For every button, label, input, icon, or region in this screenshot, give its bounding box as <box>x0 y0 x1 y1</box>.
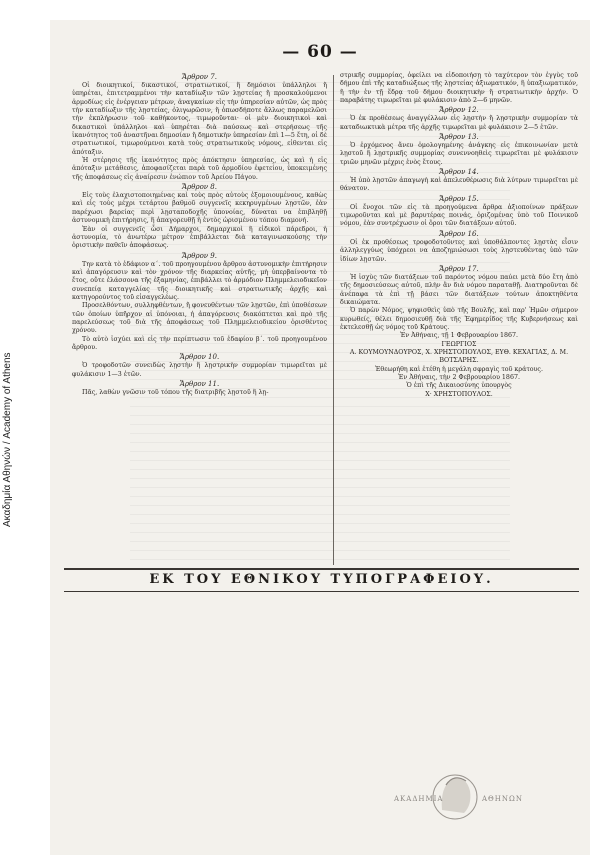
article-heading: Ἄρθρον 14. <box>439 168 479 177</box>
page-number: — 60 — <box>282 42 358 62</box>
article-heading: Ἄρθρον 12. <box>439 106 479 115</box>
article-heading: Ἄρθρον 16. <box>439 229 479 238</box>
paragraph: Ὁ ἐρχόμενος ἄνευ ὁμολογημένης ἀνάγκης εἰς ἐπικοινωνίαν μετὰ λῃστοῦ ἢ λῃστρικῆς συμμορίας συνεννοηθεὶς τιμωρεῖται μὲ φυλάκισιν τριῶν μηνῶν μέχρις ἑνὸς ἔτους. <box>340 142 578 166</box>
paragraph: Ἐὰν οἱ συγγενεῖς ὦσι Δήμαρχοι, δημαρχικοὶ ἢ εἰδικοὶ πάρεδροι, ἡ ἀστυνομία, τὸ ἀνωτέρω μέτρον ἐπιβάλλεται διὰ καταγινωσκούσης τὴν ὁριστικὴν παθεῖν ἀποφάσεως. <box>72 225 327 250</box>
signature-line: Ἐν Ἀθήναις, τὴν 2 Φεβρουαρίου 1867. <box>398 373 520 381</box>
article-heading: Ἄρθρον 17. <box>439 264 479 273</box>
footer-rule-top <box>64 568 579 570</box>
article-heading: Ἄρθρον 10. <box>179 353 220 362</box>
academy-stamp <box>390 765 523 840</box>
article-heading: Ἄρθρον 9. <box>182 251 217 260</box>
left-column <box>72 72 327 397</box>
paragraph: Οἱ ἐκ προθέσεως τροφοδοτοῦντες καὶ ὑποθάλποντες λῃστὰς εἶσιν ἀλληλεγγύως ὑπόχρεοι να ἀποζημιώσωσι τοὺς λῃστευθέντας ὑπὸ τῶν ἰδίων λῃστῶν. <box>340 238 578 263</box>
footer-rule-bottom <box>64 591 579 592</box>
paragraph: Προσελθόντων, συλληφθέντων, ἢ φονευθέντων τῶν λῃστῶν, ἐπὶ ὑποθέσεων τῶν ὁποίων ὑπῆρχον αἱ ὑπόνοιαι, ἡ ἀπαγόρευσις διακόπτεται καὶ πρὸ τῆς παρελεύσεως τοῦ διὰ τῆς ἀποφάσεως τοῦ Πλημμελειοδικείου ὁρισθέντος χρόνου. <box>72 302 327 335</box>
paragraph: Εἰς τοὺς ἐλαχιστοποιημένας καὶ τοὺς πρὸς αὐτοὺς ἐξομοιουμένους, καθὼς καὶ εἰς τοὺς μέχρι τετάρτου βαθμοῦ συγγενεῖς κεκηρυγμένων λῃστῶν, ἐὰν παρέχωσι βαρείας περὶ λῃσταποδοχῆς ὑπονοίας, δύναται να ἐπιβληθῇ ἀστυνομικὴ ἐπιτήρησις, ἢ ἀπαγορευθῇ ἡ ἐντὸς ὡρισμένου τόπου διαμονή. <box>72 192 327 225</box>
paragraph: Ὁ παρὼν Νόμος, ψηφισθεὶς ὑπὸ τῆς Βουλῆς, καὶ παρ' Ἡμῶν σήμερον κυρωθείς, θέλει δημοσιευθῇ διὰ τῆς Ἐφημερίδος τῆς Κυβερνήσεως καὶ ἐκτελεσθῇ ὡς νόμος τοῦ Κράτους. <box>340 307 578 331</box>
signature-line: Α. ΚΟΥΜΟΥΝΔΟΥΡΟΣ, Χ. ΧΡΗΣΤΟΠΟΥΛΟΣ, ΕΥΘ. ΚΕΧΑΓΙΑΣ, Δ. Μ. ΒΟΤΣΑΡΗΣ. <box>349 348 569 365</box>
paragraph: Οἱ ἔνοχοι τῶν εἰς τὰ προηγούμενα ἄρθρα ἀξιοποίνων πράξεων τιμωροῦνται καὶ μὲ βαρυτέρας ποινάς, ὁριζομένας ὑπὸ τοῦ Ποινικοῦ νόμου, ἐὰν συντρέχωσιν οἱ ὅροι τῶν διατάξεων αὐτοῦ. <box>340 203 578 228</box>
right-column <box>340 72 578 399</box>
article-heading: Ἄρθρον 8. <box>182 183 217 192</box>
signature-line: Χ· ΧΡΗΣΤΟΠΟΥΛΟΣ. <box>425 390 493 398</box>
paragraph: Πᾶς, λαθὼν γνῶσιν τοῦ τόπου τῆς διατριβῆς λῃστοῦ ἢ λῃ- <box>82 389 269 396</box>
signature-line: Ἐθεωρήθη καὶ ἐτέθη ἡ μεγάλη σφραγὶς τοῦ κράτους. <box>375 365 543 373</box>
paragraph: Τὸ αὐτὸ ἰσχύει καὶ εἰς τὴν περίπτωσιν τοῦ ἐδαφίου β΄. τοῦ προηγουμένου ἄρθρου. <box>72 335 327 351</box>
article-heading: Ἄρθρον 7. <box>182 73 217 81</box>
paragraph: Οἱ διοικητικοί, δικαστικοί, στρατιωτικοί, ἢ δημόσιοι ὑπάλληλοι ἢ ὑπηρέται, ἐπιτετραμμένοι τὴν καταδίωξιν τῶν λῃστείας ἢ προσκαλούμενοι ἀρμοδίως εἰς ἐνέργειαν μέτρων, ἀναγκαίων εἰς τὴν ὑπηρεσίαν αὐτῶν, ὡς πρὸς τὴν καταδίωξιν τῆς λῃστείας, ὀλιγωρῶσιν, ἢ ὁπωσδήποτε ἄλλως παραμελῶσι τὴν ἐκπλήρωσιν τοῦ καθήκοντος, τιμωροῦνται· οἱ μὲν διοικητικοὶ καὶ δικαστικοὶ ὑπάλληλοι καὶ ὑπηρέται διὰ παύσεως καὶ στερήσεως τῆς ἱκανότητος τοῦ ἀναστῆναι δημοσίαν ἢ δημοτικὴν ὑπηρεσίαν ἐπὶ 1—5 ἔτη, οἱ δὲ στρατιωτικοί, τιμωρούμενοι κατὰ τοὺς στρατιωτικοὺς νόμους, εἰθενται εἰς ἀπόταξιν. <box>72 82 327 156</box>
paragraph: Ἡ ὑπὸ λῃστῶν ἀπαγωγὴ καὶ ἀπελευθέρωσις διὰ λύτρων τιμωρεῖται μὲ θάνατον. <box>340 177 578 193</box>
paragraph: Ἡ ἰσχὺς τῶν διατάξεων τοῦ παρόντος νόμου παύει μετὰ δύο ἔτη ἀπὸ τῆς δημοσιεύσεως αὐτοῦ, πλὴν ἂν διὰ νόμου παραταθῇ. Διατηροῦνται δὲ ἀνέπαφα τὰ ἐπὶ τῇ βάσει τῶν διατάξεων τούτων ἀποκτηθέντα δικαιώματα. <box>340 273 578 306</box>
article-heading: Ἄρθρον 13. <box>439 133 479 142</box>
column-divider <box>333 75 334 565</box>
paragraph: Ὁ ἐκ προθέσεως ἀναγγέλλων εἰς λῃστὴν ἢ λῃστρικὴν συμμορίαν τὰ καταδιωκτικὰ μέτρα τῆς ἀρχῆς τιμωρεῖται μὲ φυλάκισιν 2—5 ἐτῶν. <box>340 115 578 131</box>
stamp-text-left: ΑΚΑΔΗΜΙΑ <box>394 795 444 803</box>
paragraph: Ἡ στέρησις τῆς ἱκανότητος πρὸς ἀπόκτησιν ὑπηρεσίας, ὡς καὶ ἡ εἰς ἀπόταξιν μετάθεσις, ἀποφασίζεται παρὰ τοῦ ἁρμοδίου ἐφετείου, ὑποκειμένης τῆς ἀποφάσεως εἰς ἀναίρεσιν ἐνώπιον τοῦ Ἀρείου Πάγου. <box>72 157 327 181</box>
signature-line: Ἐν Ἀθήναις, τῇ 1 Φεβρουαρίου 1867. <box>399 332 519 340</box>
signature-line: ΓΕΩΡΓΙΟΣ <box>441 340 477 348</box>
printer-footer: ΕΚ ΤΟΥ ΕΘΝΙΚΟΥ ΤΥΠΟΓΡΑΦΕΙΟΥ. <box>149 572 494 587</box>
article-heading: Ἄρθρον 15. <box>439 194 479 203</box>
paragraph: στρικῆς συμμορίας, ὀφείλει να εἰδοποιήσῃ τὸ ταχύτερον τὸν ἐγγὺς τοῦ δήμου ἐπὶ τῆς καταδιώξεως τῆς λῃστείας ἀξιωματικόν, ἢ ὑπαξιωματικόν, ἢ τὴν ἐν τῇ ἕδρᾳ τοῦ δήμου διοικητικὴν ἢ στρατιωτικὴν ἀρχήν. Ὁ παραβάτης τιμωρεῖται μὲ φυλάκισιν ἀπὸ 2—6 μηνῶν. <box>340 72 578 105</box>
article-heading: Ἄρθρον 11. <box>179 380 220 388</box>
signature-line: Ὁ ἐπὶ τῆς Δικαιοσύνης ὑπουργὸς <box>406 382 512 390</box>
sidebar-label: Ακαδημία Αθηνών / Academy of Athens <box>2 352 13 528</box>
paragraph: Ὁ τροφοδοτῶν συνειδὼς λῃστὴν ἢ λῃστρικὴν συμμορίαν τιμωρεῖται μὲ φυλάκισιν 1—3 ἐτῶν. <box>72 362 327 378</box>
document-page <box>50 20 590 855</box>
paragraph: Την κατὰ τὸ ἐδάφιον α΄. τοῦ προηγουμένου ἄρθρου ἀστυνομικὴν ἐπιτήρησιν καὶ ἀπαγόρευσιν καὶ τὸν χρόνον τῆς διαρκείας αὐτῆς, μὴ ὑπερβαίνοντα τὸ ἔτος, οὔτε ἐλάσσονα τῆς ἑξαμηνίας, ἐπιβάλλει τὸ ἁρμόδιον Πλημμελειοδικεῖον συνεπείᾳ καταγγελίας τῆς διοικητικῆς καὶ στρατιωτικῆς ἀρχῆς καὶ κατηγορούντος τοῦ εἰσαγγελέως. <box>72 260 327 301</box>
stamp-text-right: ΑΘΗΝΩΝ <box>482 795 523 803</box>
sidebar <box>0 0 22 862</box>
